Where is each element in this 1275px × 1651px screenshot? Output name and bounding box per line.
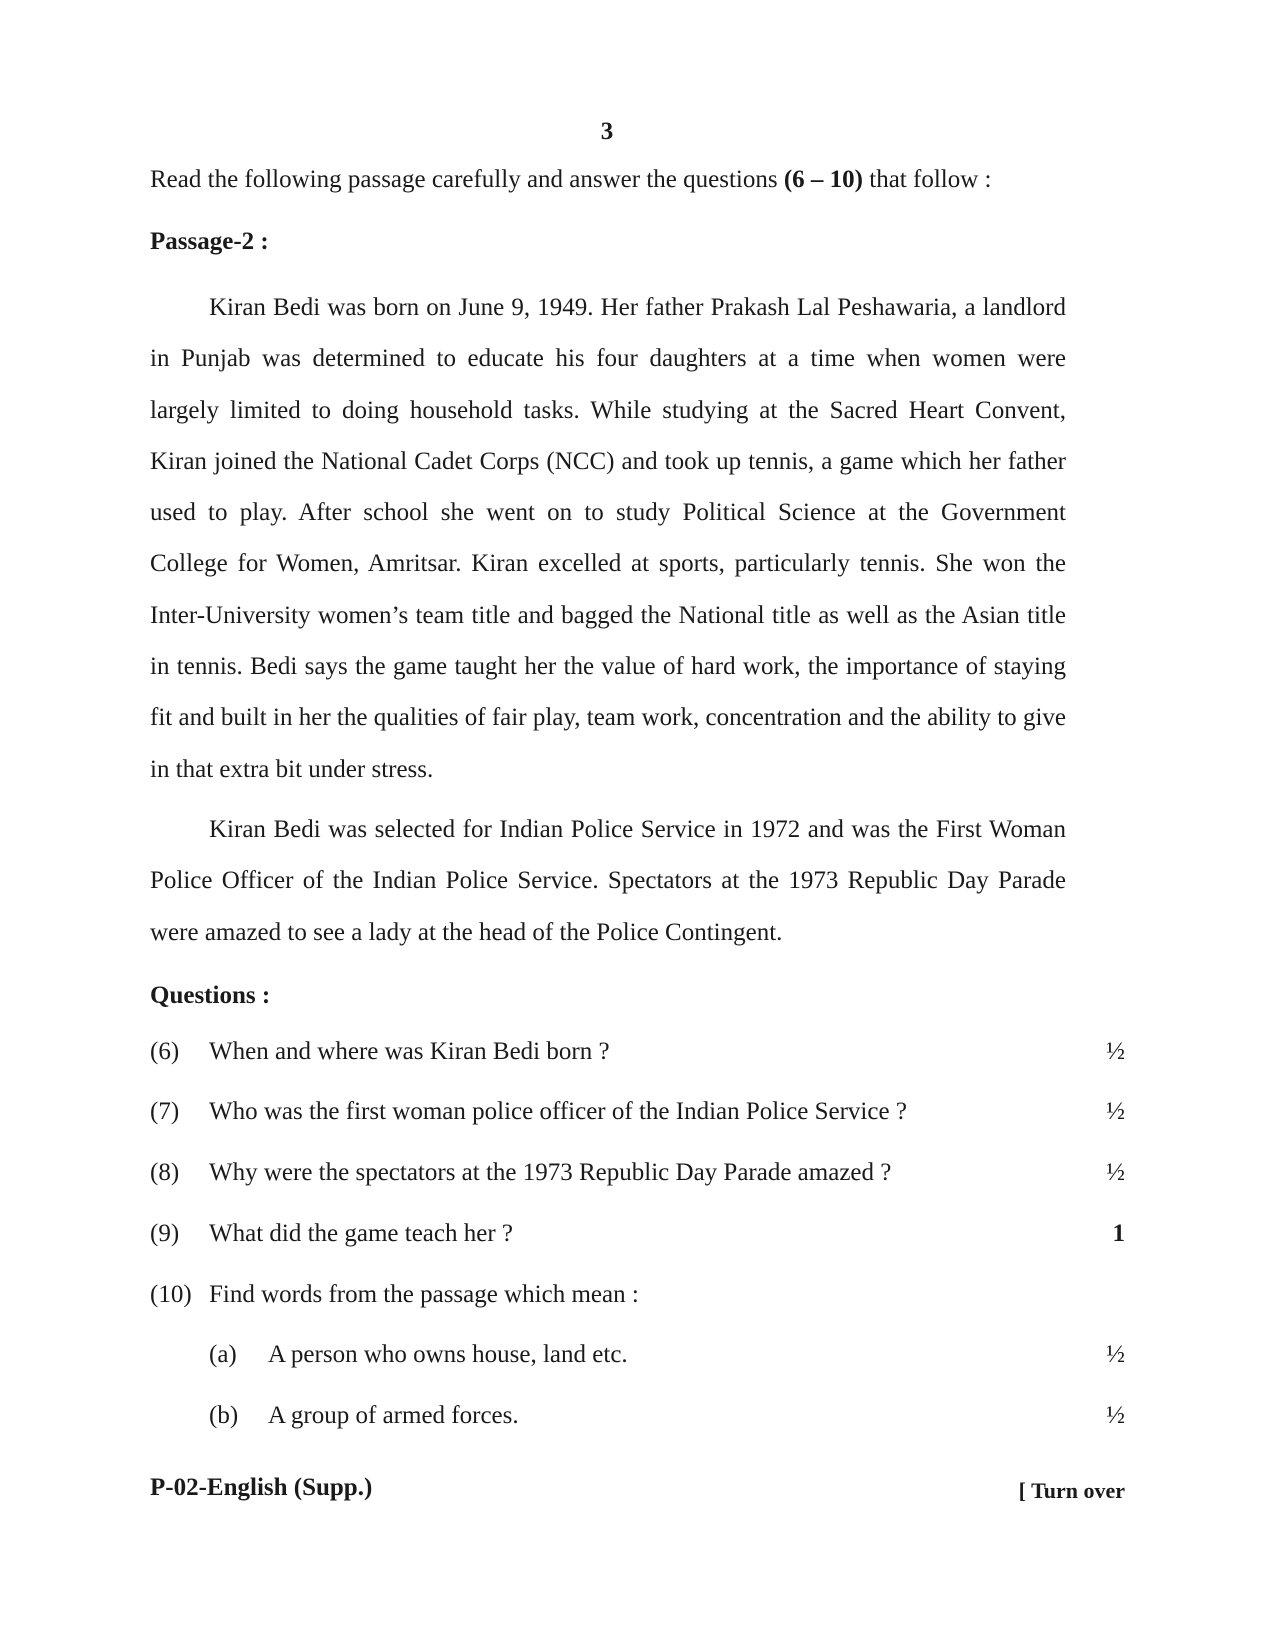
sub-question-b xyxy=(150,1402,1125,1436)
questions-title: Questions : xyxy=(150,982,271,1009)
question-10 xyxy=(150,1281,1125,1315)
question-marks: ½ xyxy=(1106,1038,1125,1065)
question-text: When and where was Kiran Bedi born ? xyxy=(209,1038,610,1065)
question-range: (6 – 10) xyxy=(783,166,863,193)
question-number: (9) xyxy=(150,1220,180,1247)
passage-paragraph-2: Kiran Bedi was selected for Indian Police Service in 1972 and was the First Woman Police Officer of the Indian Police Service. Spectators at the 1973 Republic Day Parade were amazed to see a lady at the head of the Police Contingent. xyxy=(150,816,1066,946)
question-marks: 1 xyxy=(1112,1220,1125,1247)
instruction-before: Read the following passage carefully and answer the questions xyxy=(150,166,784,193)
sub-question-marks: ½ xyxy=(1106,1341,1125,1368)
question-7 xyxy=(150,1098,1125,1132)
passage-title: Passage-2 : xyxy=(150,228,269,255)
question-8 xyxy=(150,1159,1125,1193)
sub-question-letter: (b) xyxy=(209,1402,239,1429)
page-number: 3 xyxy=(600,118,614,145)
question-text: Find words from the passage which mean : xyxy=(209,1281,639,1308)
sub-question-a xyxy=(150,1341,1125,1375)
sub-question-text: A person who owns house, land etc. xyxy=(268,1341,628,1368)
turn-over-note: [ Turn over xyxy=(1018,1478,1125,1503)
passage-paragraph-1: Kiran Bedi was born on June 9, 1949. Her father Prakash Lal Peshawaria, a landlord in Punjab was determined to educate his four daughters at a time when women were largely limited to doing household tasks. While studying at the Sacred Heart Convent, Kiran joined the National Cadet Corps (NCC) and took up tennis, a game which her father used to play. After school she went on to study Political Science at the Government College for Women, Amritsar. Kiran excelled at sports, particularly tennis. She won the Inter-University women’s team title and bagged the National title as well as the Asian title in tennis. Bedi says the game taught her the value of hard work, the importance of staying fit and built in her the qualities of fair play, team work, concentration and the ability to give in that extra bit under stress. xyxy=(150,294,1066,783)
question-number: (7) xyxy=(150,1098,180,1125)
question-number: (6) xyxy=(150,1038,180,1065)
sub-question-marks: ½ xyxy=(1106,1402,1125,1429)
question-text: Why were the spectators at the 1973 Republic Day Parade amazed ? xyxy=(209,1159,892,1186)
paper-code: P-02-English (Supp.) xyxy=(150,1474,373,1501)
instruction-text xyxy=(150,166,991,194)
sub-question-letter: (a) xyxy=(209,1341,237,1368)
question-marks: ½ xyxy=(1106,1159,1125,1186)
sub-question-text: A group of armed forces. xyxy=(268,1402,519,1429)
question-text: What did the game teach her ? xyxy=(209,1220,514,1247)
question-marks: ½ xyxy=(1106,1098,1125,1125)
question-number: (10) xyxy=(150,1281,192,1308)
question-6 xyxy=(150,1038,1125,1072)
question-number: (8) xyxy=(150,1159,180,1186)
question-text: Who was the first woman police officer of the Indian Police Service ? xyxy=(209,1098,907,1125)
question-9 xyxy=(150,1220,1125,1254)
instruction-after: that follow : xyxy=(863,166,992,193)
